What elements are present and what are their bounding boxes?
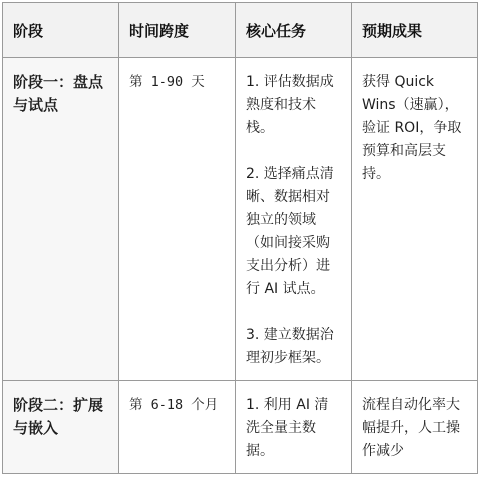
task-item: 3. 建立数据治理初步框架。 [246, 327, 334, 366]
outcome-cell: 流程自动化率大幅提升，人工操作减少 [352, 381, 478, 474]
task-item: 1. 利用 AI 清洗全量主数据。 [246, 397, 329, 459]
header-core-tasks: 核心任务 [236, 3, 352, 58]
table-body [3, 58, 478, 474]
outcome-cell: 获得 Quick Wins（速赢），验证 ROI，争取预算和高层支持。 [352, 58, 478, 381]
table-row [3, 58, 478, 381]
timespan-cell: 第 1-90 天 [119, 58, 236, 381]
task-item: 2. 选择痛点清晰、数据相对独立的领域（如间接采购支出分析）进行 AI 试点。 [246, 166, 334, 297]
header-timespan: 时间跨度 [119, 3, 236, 58]
stage-cell: 阶段二：扩展与嵌入 [3, 381, 119, 474]
header-row [3, 3, 478, 58]
header-stage: 阶段 [3, 3, 119, 58]
header-expected-outcome: 预期成果 [352, 3, 478, 58]
table-row [3, 381, 478, 474]
task-item: 1. 评估数据成熟度和技术栈。 [246, 74, 334, 136]
tasks-cell [236, 58, 352, 381]
table-container [2, 2, 479, 499]
roadmap-table [2, 2, 478, 474]
table-header [3, 3, 478, 58]
tasks-cell [236, 381, 352, 474]
timespan-cell: 第 6-18 个月 [119, 381, 236, 474]
stage-cell: 阶段一：盘点与试点 [3, 58, 119, 381]
